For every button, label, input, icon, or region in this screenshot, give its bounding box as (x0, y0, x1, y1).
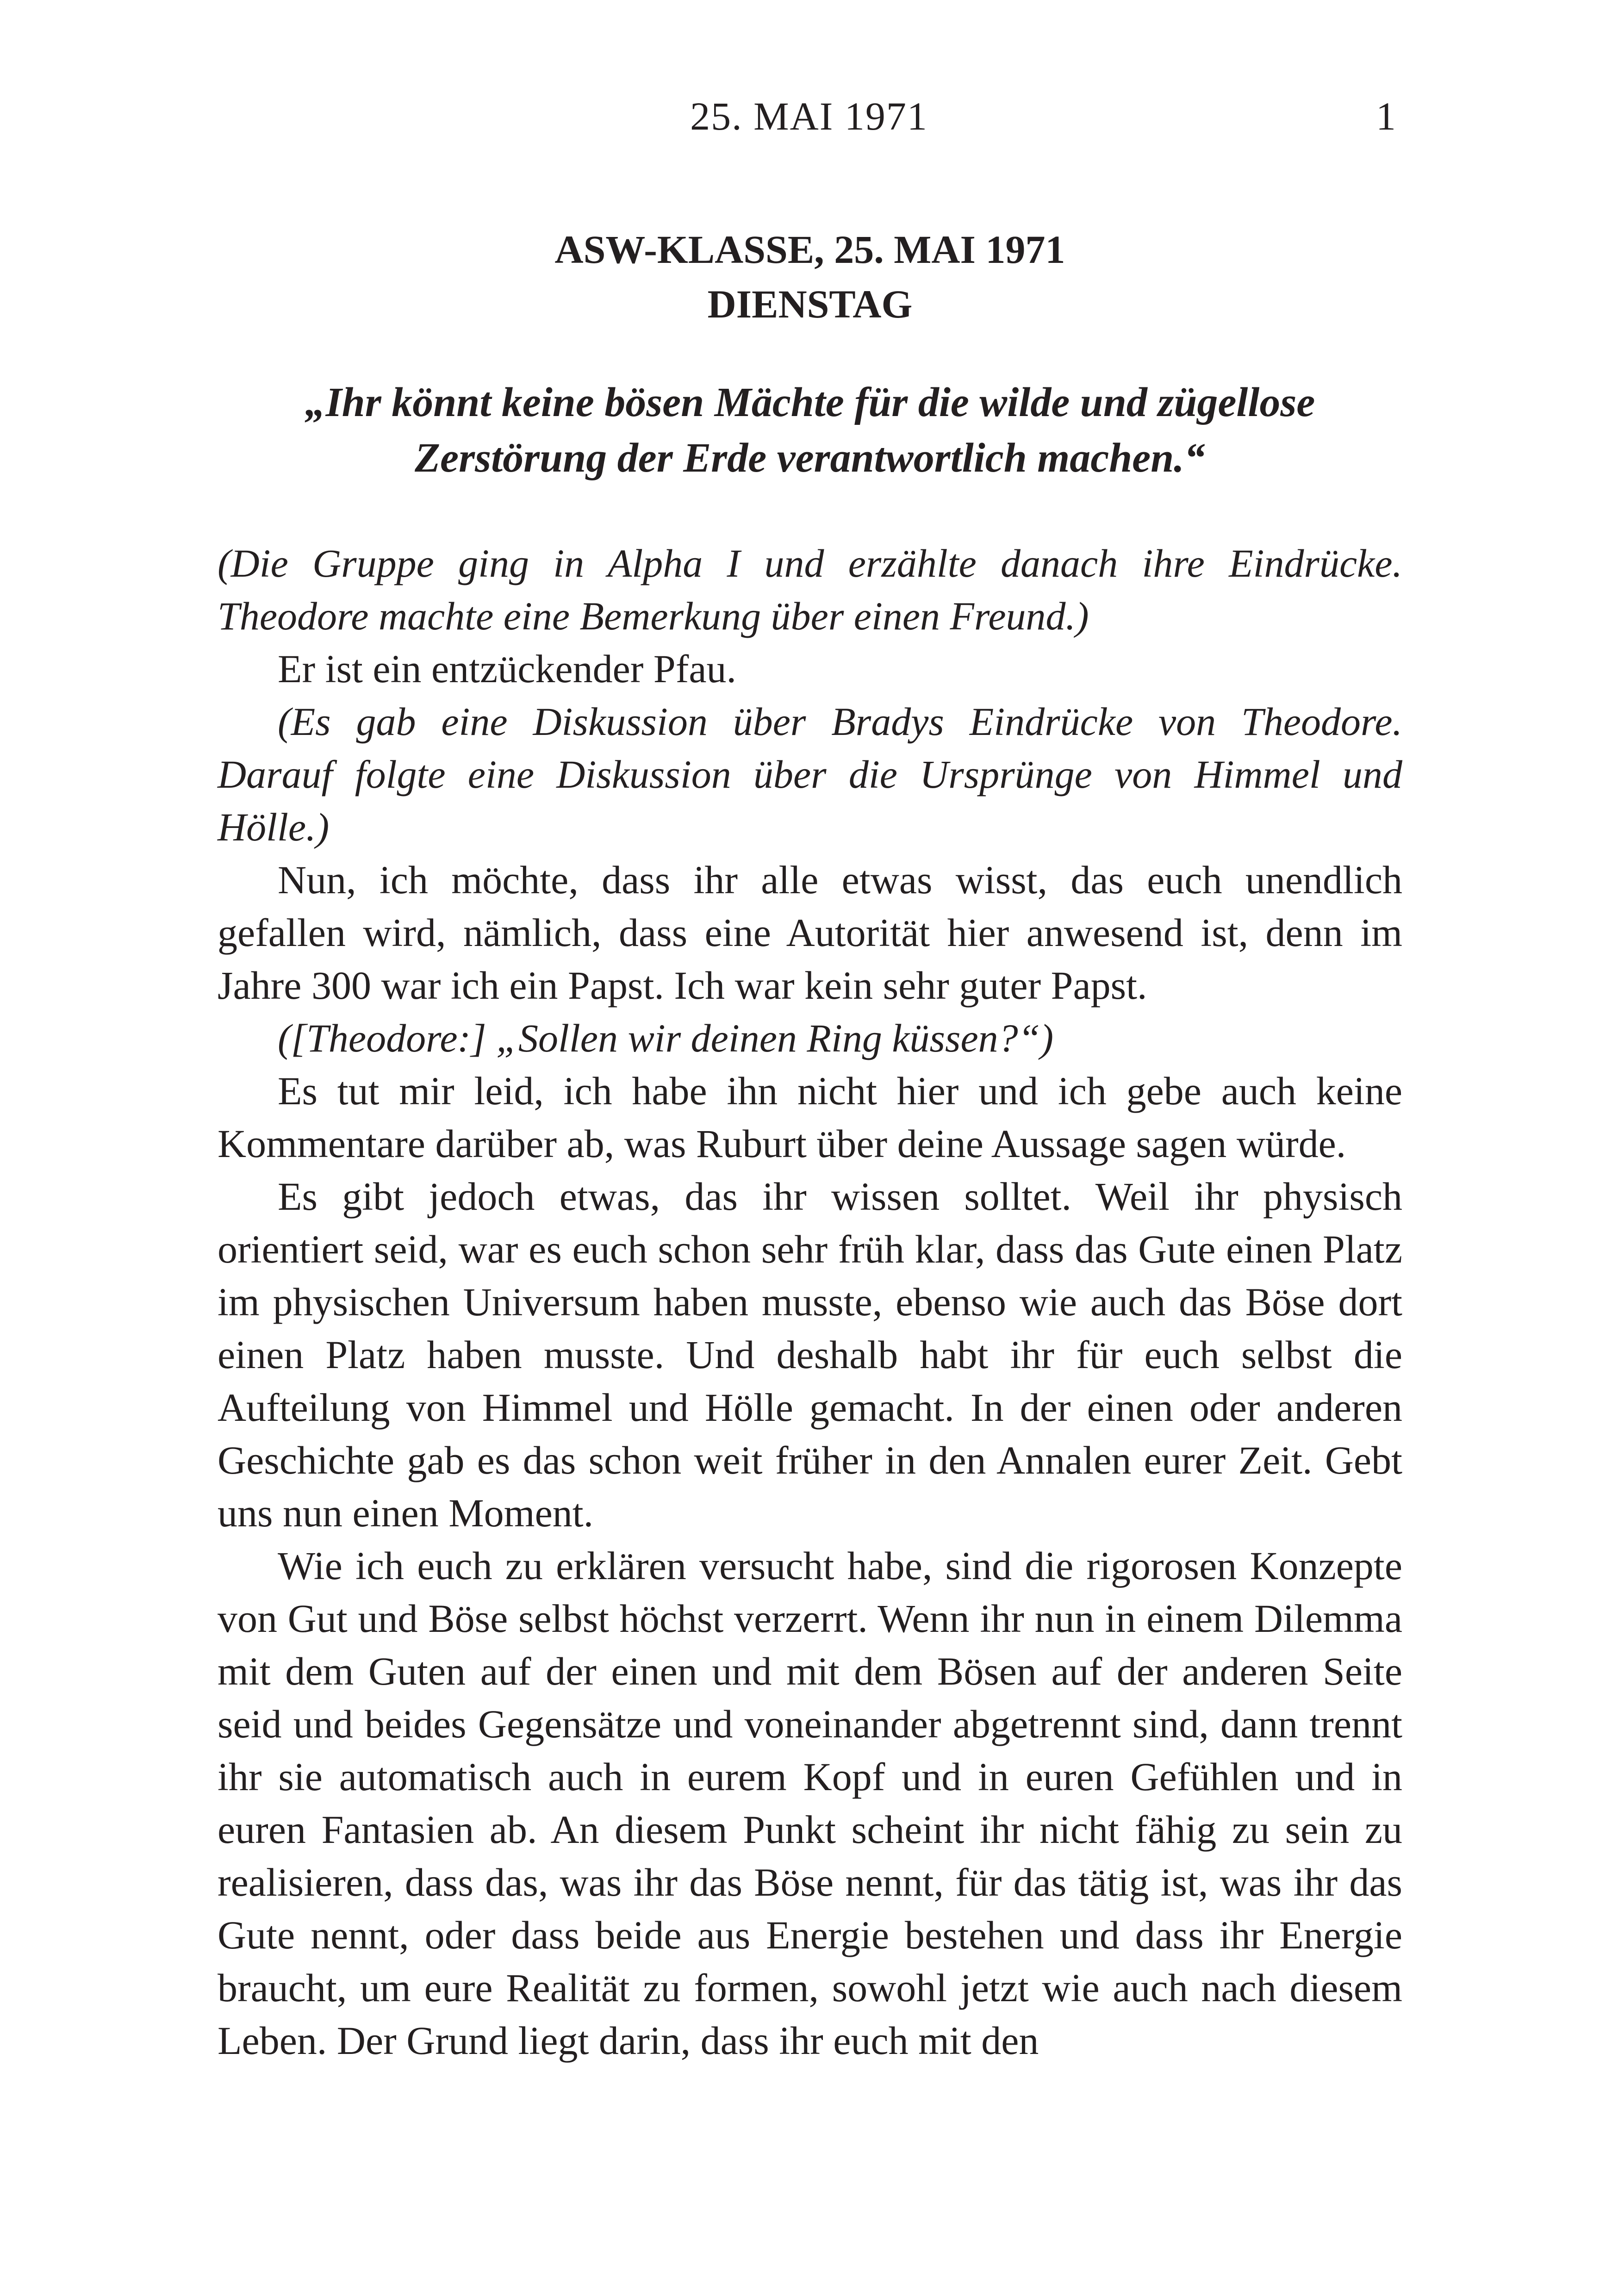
session-motto (218, 375, 1402, 486)
body-paragraph: Es gibt jedoch etwas, das ihr wissen solltet. Weil ihr physisch orientiert seid, war es euch schon sehr früh klar, dass das Gute einen Platz im physischen Universum haben musste, ebenso wie auch das Böse dort einen Platz haben musste. Und deshalb habt ihr für euch selbst die Aufteilung von Himmel und Hölle gemacht. In der einen oder anderen Geschichte gab es das schon weit früher in den Annalen eurer Zeit. Gebt uns nun einen Moment. (218, 1174, 1402, 1535)
body-paragraph: Nun, ich möchte, dass ihr alle etwas wisst, das euch unendlich gefallen wird, nämlich, dass eine Autorität hier anwesend ist, denn im Jahre 300 war ich ein Papst. Ich war kein sehr guter Papst. (218, 858, 1402, 1008)
editorial-note: ([Theodore:] „Sollen wir deinen Ring küssen?“) (278, 1016, 1054, 1060)
body-text (218, 537, 1402, 2067)
session-day: DIENSTAG (707, 282, 913, 326)
running-header: 25. MAI 1971 (690, 94, 928, 138)
body-paragraph: Wie ich euch zu erklären versucht habe, sind die rigorosen Konzepte von Gut und Böse selbst höchst verzerrt. Wenn ihr nun in einem Dilemma mit dem Guten auf der einen und mit dem Bösen auf der anderen Seite seid und beides Gegensätze und voneinander abgetrennt sind, dann trennt ihr sie automatisch auch in eurem Kopf und in euren Gefühlen und in euren Fantasien ab. An diesem Punkt scheint ihr nicht fähig zu sein zu realisieren, dass das, was ihr das Böse nennt, für das tätig ist, was ihr das Gute nennt, oder dass beide aus Energie bestehen und dass ihr Energie braucht, um eure Realität zu formen, sowohl jetzt wie auch nach diesem Leben. Der Grund liegt darin, dass ihr euch mit den (218, 1543, 1402, 2063)
session-heading (218, 222, 1402, 331)
editorial-note: (Die Gruppe ging in Alpha I und erzählte danach ihre Eindrücke. Theodore machte eine Bemerkung über einen Freund.) (218, 541, 1402, 638)
editorial-note: (Es gab eine Diskussion über Bradys Eindrücke von Theodore. Darauf folgte eine Diskussion über die Ursprünge von Himmel und Hölle.) (218, 699, 1402, 849)
page-number: 1 (1376, 94, 1396, 138)
motto-line-1: „Ihr könnt keine bösen Mächte für die wilde und zügellose (305, 380, 1315, 425)
body-paragraph: Er ist ein entzückender Pfau. (278, 647, 737, 691)
session-title: ASW-KLASSE, 25. MAI 1971 (554, 227, 1065, 272)
motto-line-2: Zerstörung der Erde verantwortlich machen.“ (415, 435, 1205, 481)
body-paragraph: Es tut mir leid, ich habe ihn nicht hier und ich gebe auch keine Kommentare darüber ab, was Ruburt über deine Aussage sagen würde. (218, 1069, 1402, 1166)
